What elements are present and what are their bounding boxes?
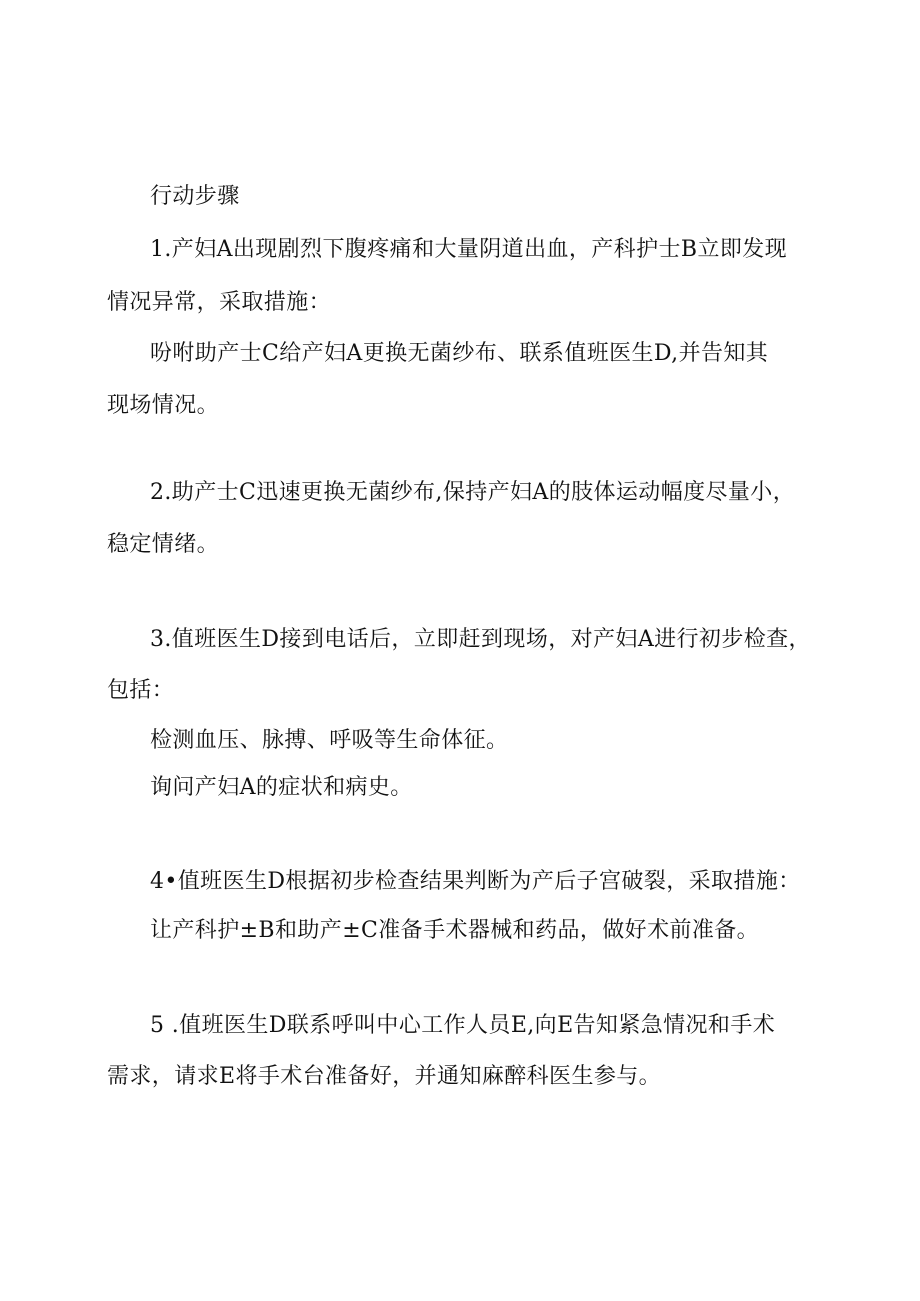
step-2-line-2: 稳定情绪。 bbox=[107, 532, 220, 557]
step-4-detail-1: 让产科护±B和助产±C准备手术器械和药品，做好术前准备。 bbox=[150, 918, 760, 943]
step-2-line-1: 2.助产士C迅速更换无菌纱布,保持产妇A的肢体运动幅度尽量小， bbox=[150, 480, 796, 505]
step-3-line-2: 包括： bbox=[107, 678, 175, 703]
step-5-line-1: 5 .值班医生D联系呼叫中心工作人员E,向E告知紧急情况和手术 bbox=[150, 1013, 776, 1038]
step-1-line-2: 情况异常，采取措施： bbox=[107, 290, 332, 315]
step-4-line-1: 4•值班医生D根据初步检查结果判断为产后子宫破裂，采取措施： bbox=[150, 869, 801, 894]
step-3-line-1: 3.值班医生D接到电话后，立即赶到现场，对产妇A进行初步检查， bbox=[150, 627, 811, 652]
step-5-line-2: 需求，请求E将手术台准备好，并通知麻醉科医生参与。 bbox=[107, 1064, 662, 1089]
step-1-detail-1-line-1: 吩咐助产士C给产妇A更换无菌纱布、联系值班医生D,并告知其 bbox=[150, 341, 769, 366]
section-heading: 行动步骤 bbox=[150, 184, 240, 209]
step-1-detail-1-line-2: 现场情况。 bbox=[107, 393, 220, 418]
step-1-line-1: 1.产妇A出现剧烈下腹疼痛和大量阴道出血，产科护士B立即发现 bbox=[150, 237, 788, 262]
step-3-detail-1: 检测血压、脉搏、呼吸等生命体征。 bbox=[150, 728, 509, 753]
step-3-detail-2: 询问产妇A的症状和病史。 bbox=[150, 775, 413, 800]
